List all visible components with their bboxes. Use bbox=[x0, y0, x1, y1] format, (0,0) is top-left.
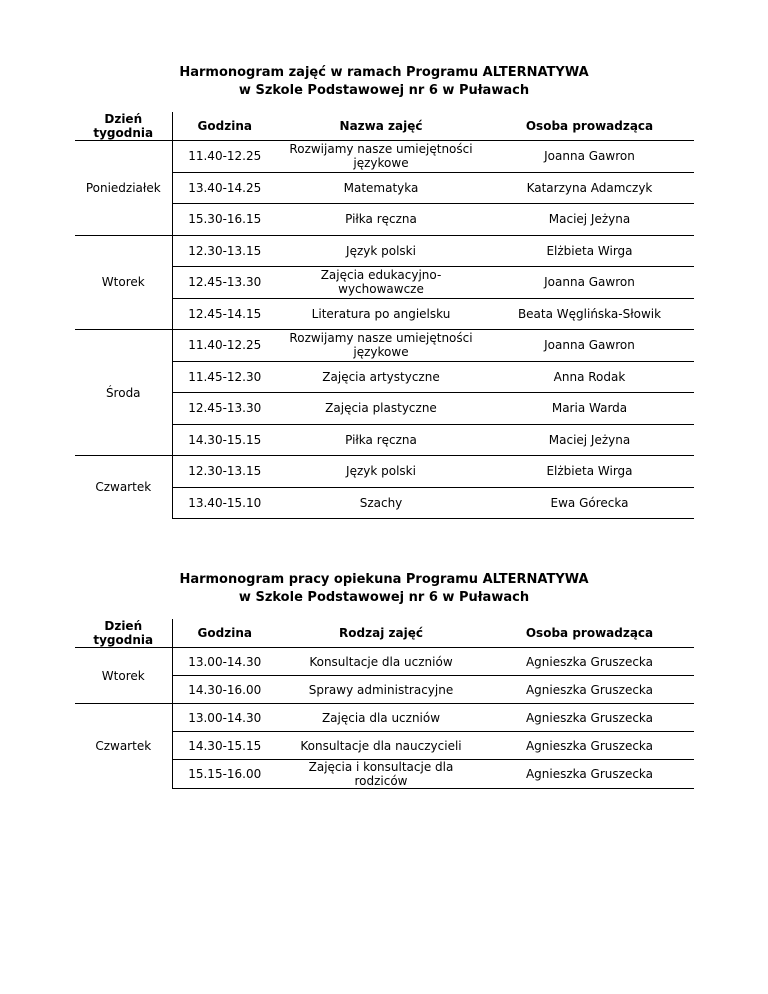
header-activity: Nazwa zajęć bbox=[277, 112, 485, 141]
person-cell: Maciej Jeżyna bbox=[485, 204, 694, 236]
time-cell: 15.15-16.00 bbox=[172, 760, 277, 789]
day-cell: Czwartek bbox=[75, 456, 172, 519]
time-cell: 13.40-14.25 bbox=[172, 172, 277, 204]
person-cell: Anna Rodak bbox=[485, 361, 694, 393]
activity-cell: Rozwijamy nasze umiejętności językowe bbox=[277, 330, 485, 362]
activity-cell: Zajęcia dla uczniów bbox=[277, 704, 485, 732]
person-cell: Katarzyna Adamczyk bbox=[485, 172, 694, 204]
header-person: Osoba prowadząca bbox=[485, 619, 694, 648]
time-cell: 13.00-14.30 bbox=[172, 704, 277, 732]
table-header-row bbox=[75, 619, 694, 648]
activity-cell: Zajęcia plastyczne bbox=[277, 393, 485, 425]
header-time: Godzina bbox=[172, 619, 277, 648]
activity-cell: Zajęcia i konsultacje dla rodziców bbox=[277, 760, 485, 789]
table-row bbox=[75, 704, 694, 732]
header-day: Dzień tygodnia bbox=[75, 112, 172, 141]
time-cell: 12.45-13.30 bbox=[172, 267, 277, 299]
activity-cell: Szachy bbox=[277, 487, 485, 519]
day-cell: Poniedziałek bbox=[75, 141, 172, 236]
activity-cell: Piłka ręczna bbox=[277, 424, 485, 456]
table-header-row bbox=[75, 112, 694, 141]
schedule-title bbox=[0, 64, 768, 100]
day-cell: Wtorek bbox=[75, 235, 172, 330]
time-cell: 14.30-15.15 bbox=[172, 732, 277, 760]
schedule-title-line1: Harmonogram zajęć w ramach Programu ALTERNATYWA bbox=[179, 65, 589, 80]
activities-table bbox=[75, 112, 694, 519]
activity-cell: Literatura po angielsku bbox=[277, 298, 485, 330]
time-cell: 14.30-16.00 bbox=[172, 676, 277, 704]
table-row bbox=[75, 456, 694, 488]
activity-cell: Zajęcia artystyczne bbox=[277, 361, 485, 393]
activity-cell: Konsultacje dla nauczycieli bbox=[277, 732, 485, 760]
table-row bbox=[75, 330, 694, 362]
activity-cell: Język polski bbox=[277, 456, 485, 488]
day-cell: Wtorek bbox=[75, 648, 172, 704]
time-cell: 15.30-16.15 bbox=[172, 204, 277, 236]
time-cell: 12.30-13.15 bbox=[172, 235, 277, 267]
table-row bbox=[75, 235, 694, 267]
time-cell: 12.45-13.30 bbox=[172, 393, 277, 425]
activity-cell: Rozwijamy nasze umiejętności językowe bbox=[277, 141, 485, 173]
person-cell: Agnieszka Gruszecka bbox=[485, 676, 694, 704]
table-row bbox=[75, 141, 694, 173]
activity-cell: Zajęcia edukacyjno-wychowawcze bbox=[277, 267, 485, 299]
table-row bbox=[75, 648, 694, 676]
schedule-title-line2: w Szkole Podstawowej nr 6 w Puławach bbox=[238, 83, 530, 98]
activity-cell: Język polski bbox=[277, 235, 485, 267]
person-cell: Agnieszka Gruszecka bbox=[485, 760, 694, 789]
time-cell: 11.40-12.25 bbox=[172, 330, 277, 362]
header-time: Godzina bbox=[172, 112, 277, 141]
person-cell: Elżbieta Wirga bbox=[485, 235, 694, 267]
time-cell: 13.40-15.10 bbox=[172, 487, 277, 519]
time-cell: 12.30-13.15 bbox=[172, 456, 277, 488]
person-cell: Maciej Jeżyna bbox=[485, 424, 694, 456]
supervisor-schedule-title bbox=[0, 571, 768, 607]
day-cell: Środa bbox=[75, 330, 172, 456]
activity-cell: Sprawy administracyjne bbox=[277, 676, 485, 704]
person-cell: Beata Węglińska-Słowik bbox=[485, 298, 694, 330]
time-cell: 11.40-12.25 bbox=[172, 141, 277, 173]
header-activity-type: Rodzaj zajęć bbox=[277, 619, 485, 648]
person-cell: Agnieszka Gruszecka bbox=[485, 732, 694, 760]
person-cell: Joanna Gawron bbox=[485, 267, 694, 299]
person-cell: Joanna Gawron bbox=[485, 141, 694, 173]
person-cell: Ewa Górecka bbox=[485, 487, 694, 519]
supervisor-title-line1: Harmonogram pracy opiekuna Programu ALTERNATYWA bbox=[179, 572, 589, 587]
time-cell: 11.45-12.30 bbox=[172, 361, 277, 393]
activity-cell: Matematyka bbox=[277, 172, 485, 204]
time-cell: 12.45-14.15 bbox=[172, 298, 277, 330]
person-cell: Agnieszka Gruszecka bbox=[485, 704, 694, 732]
header-day: Dzień tygodnia bbox=[75, 619, 172, 648]
activity-cell: Piłka ręczna bbox=[277, 204, 485, 236]
day-cell: Czwartek bbox=[75, 704, 172, 789]
header-person: Osoba prowadząca bbox=[485, 112, 694, 141]
person-cell: Elżbieta Wirga bbox=[485, 456, 694, 488]
time-cell: 14.30-15.15 bbox=[172, 424, 277, 456]
supervisor-table bbox=[75, 619, 694, 789]
activity-cell: Konsultacje dla uczniów bbox=[277, 648, 485, 676]
person-cell: Joanna Gawron bbox=[485, 330, 694, 362]
person-cell: Maria Warda bbox=[485, 393, 694, 425]
time-cell: 13.00-14.30 bbox=[172, 648, 277, 676]
supervisor-title-line2: w Szkole Podstawowej nr 6 w Puławach bbox=[238, 590, 530, 605]
person-cell: Agnieszka Gruszecka bbox=[485, 648, 694, 676]
